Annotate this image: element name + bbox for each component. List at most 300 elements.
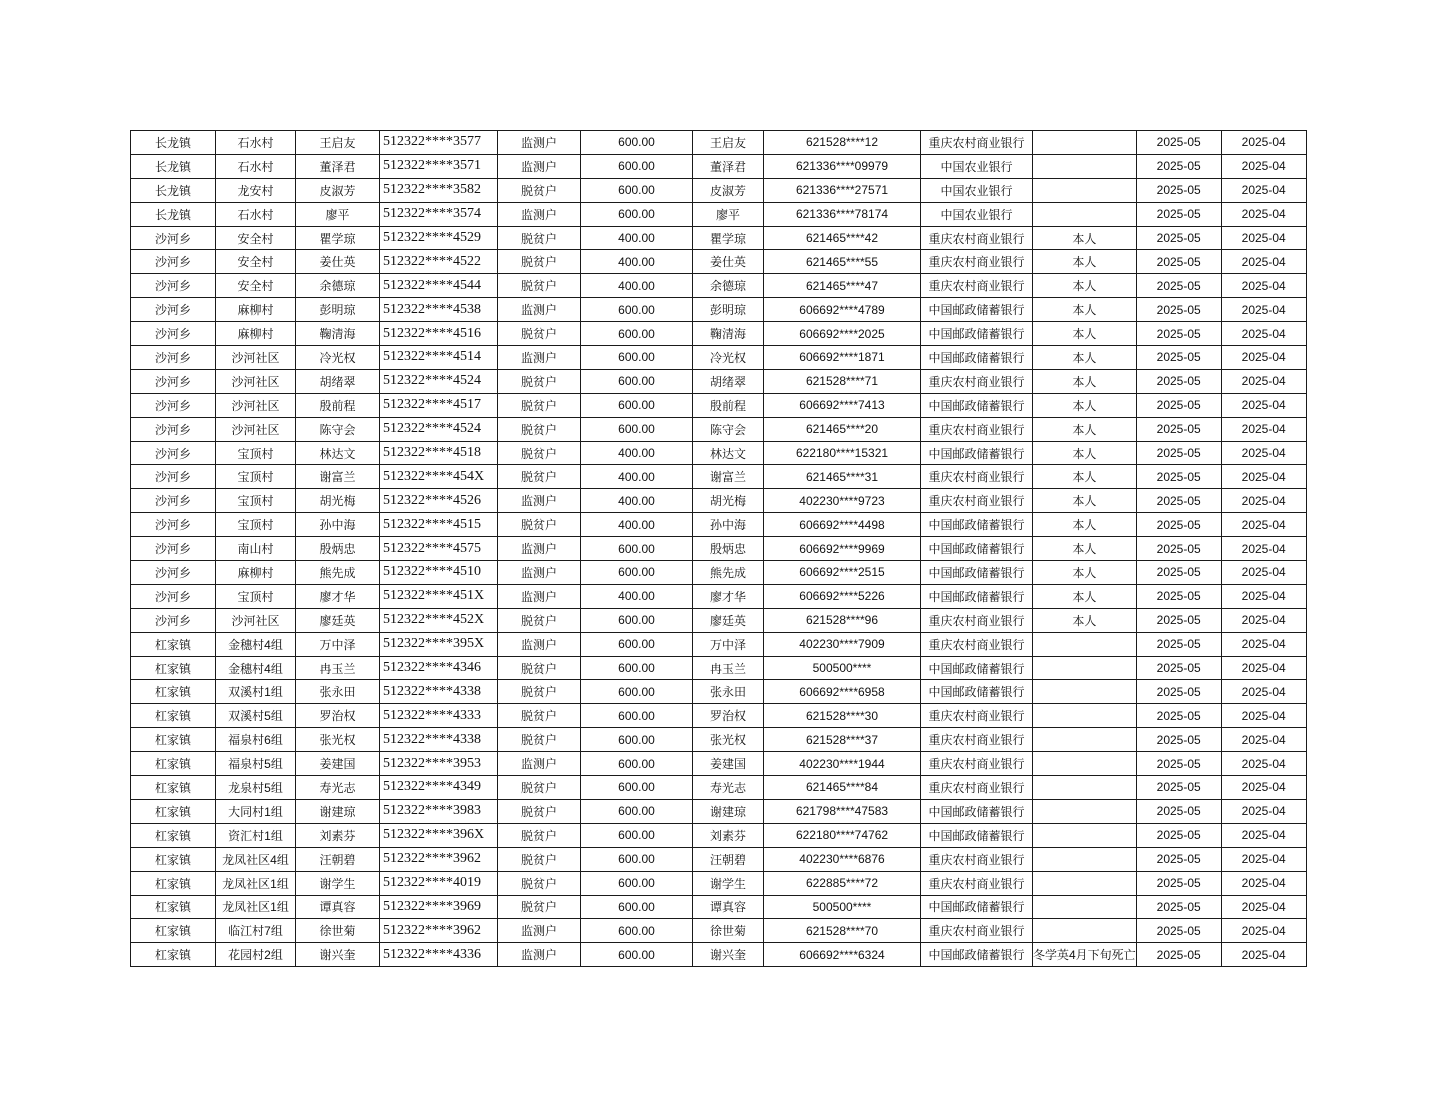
town-cell: 沙河乡 [131,250,216,274]
town-cell: 杠家镇 [131,632,216,656]
month-cell: 2025-05 [1136,513,1221,537]
household-type-cell: 脱贫户 [498,656,581,680]
month-cell: 2025-04 [1221,799,1306,823]
month-cell: 2025-04 [1221,202,1306,226]
month-cell: 2025-04 [1221,489,1306,513]
name-cell: 瞿学琼 [296,226,380,250]
account-number-cell: 606692****4789 [764,298,921,322]
amount-cell: 400.00 [581,513,693,537]
household-type-cell: 脱贫户 [498,441,581,465]
household-type-cell: 脱贫户 [498,728,581,752]
amount-cell: 600.00 [581,823,693,847]
bank-cell: 重庆农村商业银行 [921,489,1033,513]
month-cell: 2025-04 [1221,298,1306,322]
household-type-cell: 脱贫户 [498,608,581,632]
town-cell: 沙河乡 [131,584,216,608]
town-cell: 杠家镇 [131,847,216,871]
account-number-cell: 606692****5226 [764,584,921,608]
name-cell: 余德琼 [296,274,380,298]
amount-cell: 600.00 [581,919,693,943]
name-cell: 姜建国 [296,752,380,776]
account-number-cell: 622180****15321 [764,441,921,465]
month-cell: 2025-05 [1136,322,1221,346]
account-number-cell: 621465****31 [764,465,921,489]
name-cell: 万中泽 [296,632,380,656]
bank-cell: 中国邮政储蓄银行 [921,346,1033,370]
month-cell: 2025-04 [1221,465,1306,489]
village-cell: 宝顶村 [216,513,296,537]
town-cell: 沙河乡 [131,298,216,322]
village-cell: 沙河社区 [216,417,296,441]
table-row [131,131,1307,155]
amount-cell: 600.00 [581,298,693,322]
month-cell: 2025-05 [1136,919,1221,943]
account-number-cell: 606692****9969 [764,537,921,561]
amount-cell: 600.00 [581,847,693,871]
bank-cell: 中国邮政储蓄银行 [921,537,1033,561]
name-cell: 林达文 [296,441,380,465]
amount-cell: 400.00 [581,274,693,298]
note-cell: 本人 [1033,489,1137,513]
table-row [131,919,1307,943]
account-number-cell: 621528****30 [764,704,921,728]
month-cell: 2025-04 [1221,154,1306,178]
town-cell: 沙河乡 [131,489,216,513]
table-row [131,847,1307,871]
amount-cell: 600.00 [581,752,693,776]
bank-cell: 中国农业银行 [921,154,1033,178]
account-number-cell: 621528****37 [764,728,921,752]
id-number-cell: 512322****4019 [380,871,498,895]
name-cell: 罗治权 [296,704,380,728]
amount-cell: 600.00 [581,943,693,967]
month-cell: 2025-04 [1221,537,1306,561]
month-cell: 2025-05 [1136,417,1221,441]
village-cell: 南山村 [216,537,296,561]
month-cell: 2025-04 [1221,226,1306,250]
town-cell: 长龙镇 [131,178,216,202]
month-cell: 2025-05 [1136,202,1221,226]
amount-cell: 600.00 [581,202,693,226]
account-number-cell: 621336****09979 [764,154,921,178]
note-cell [1033,131,1137,155]
village-cell: 资汇村1组 [216,823,296,847]
month-cell: 2025-05 [1136,465,1221,489]
town-cell: 沙河乡 [131,537,216,561]
account-number-cell: 500500**** [764,895,921,919]
table-row [131,417,1307,441]
village-cell: 石水村 [216,131,296,155]
note-cell: 本人 [1033,608,1137,632]
note-cell: 本人 [1033,346,1137,370]
month-cell: 2025-04 [1221,393,1306,417]
name-cell: 寿光志 [296,776,380,800]
month-cell: 2025-04 [1221,322,1306,346]
id-number-cell: 512322****3962 [380,919,498,943]
table-row [131,776,1307,800]
month-cell: 2025-04 [1221,943,1306,967]
month-cell: 2025-05 [1136,871,1221,895]
bank-cell: 重庆农村商业银行 [921,131,1033,155]
payee-cell: 鞠清海 [693,322,764,346]
village-cell: 龙泉村5组 [216,776,296,800]
payee-cell: 殷前程 [693,393,764,417]
month-cell: 2025-05 [1136,369,1221,393]
town-cell: 沙河乡 [131,561,216,585]
village-cell: 花园村2组 [216,943,296,967]
month-cell: 2025-04 [1221,369,1306,393]
account-number-cell: 500500**** [764,656,921,680]
month-cell: 2025-04 [1221,632,1306,656]
month-cell: 2025-05 [1136,728,1221,752]
payee-cell: 谭真容 [693,895,764,919]
table-row [131,202,1307,226]
amount-cell: 600.00 [581,561,693,585]
bank-cell: 重庆农村商业银行 [921,369,1033,393]
table-row [131,752,1307,776]
household-type-cell: 脱贫户 [498,226,581,250]
payee-cell: 孙中海 [693,513,764,537]
payee-cell: 胡绪翠 [693,369,764,393]
note-cell [1033,847,1137,871]
id-number-cell: 512322****4349 [380,776,498,800]
payee-cell: 殷炳忠 [693,537,764,561]
month-cell: 2025-04 [1221,704,1306,728]
village-cell: 沙河社区 [216,608,296,632]
payee-cell: 罗治权 [693,704,764,728]
bank-cell: 重庆农村商业银行 [921,417,1033,441]
name-cell: 谢兴奎 [296,943,380,967]
town-cell: 长龙镇 [131,131,216,155]
village-cell: 龙凤社区1组 [216,871,296,895]
bank-cell: 中国邮政储蓄银行 [921,298,1033,322]
payee-cell: 廖才华 [693,584,764,608]
name-cell: 皮淑芳 [296,178,380,202]
account-number-cell: 621798****47583 [764,799,921,823]
id-number-cell: 512322****4336 [380,943,498,967]
town-cell: 沙河乡 [131,369,216,393]
id-number-cell: 512322****4333 [380,704,498,728]
account-number-cell: 621528****71 [764,369,921,393]
town-cell: 杠家镇 [131,776,216,800]
note-cell [1033,154,1137,178]
name-cell: 谢富兰 [296,465,380,489]
note-cell: 本人 [1033,250,1137,274]
town-cell: 杠家镇 [131,823,216,847]
town-cell: 沙河乡 [131,465,216,489]
account-number-cell: 621465****55 [764,250,921,274]
amount-cell: 400.00 [581,250,693,274]
household-type-cell: 脱贫户 [498,704,581,728]
name-cell: 汪朝碧 [296,847,380,871]
amount-cell: 600.00 [581,537,693,561]
household-type-cell: 监测户 [498,632,581,656]
bank-cell: 中国邮政储蓄银行 [921,656,1033,680]
note-cell: 本人 [1033,465,1137,489]
id-number-cell: 512322****4544 [380,274,498,298]
name-cell: 刘素芬 [296,823,380,847]
account-number-cell: 606692****4498 [764,513,921,537]
household-type-cell: 脱贫户 [498,465,581,489]
table-row [131,608,1307,632]
town-cell: 杠家镇 [131,943,216,967]
amount-cell: 600.00 [581,322,693,346]
bank-cell: 中国邮政储蓄银行 [921,895,1033,919]
village-cell: 福泉村5组 [216,752,296,776]
name-cell: 鞠清海 [296,322,380,346]
name-cell: 廖平 [296,202,380,226]
table-row [131,728,1307,752]
id-number-cell: 512322****4522 [380,250,498,274]
name-cell: 彭明琼 [296,298,380,322]
id-number-cell: 512322****4346 [380,656,498,680]
household-type-cell: 脱贫户 [498,274,581,298]
note-cell: 本人 [1033,322,1137,346]
town-cell: 杠家镇 [131,656,216,680]
town-cell: 沙河乡 [131,322,216,346]
table-row [131,489,1307,513]
payee-cell: 寿光志 [693,776,764,800]
amount-cell: 600.00 [581,178,693,202]
table-row [131,441,1307,465]
name-cell: 廖廷英 [296,608,380,632]
account-number-cell: 621465****84 [764,776,921,800]
table-row [131,680,1307,704]
table-row [131,871,1307,895]
note-cell [1033,776,1137,800]
village-cell: 麻柳村 [216,322,296,346]
table-row [131,656,1307,680]
amount-cell: 600.00 [581,608,693,632]
amount-cell: 600.00 [581,131,693,155]
village-cell: 龙凤社区1组 [216,895,296,919]
village-cell: 龙安村 [216,178,296,202]
id-number-cell: 512322****4517 [380,393,498,417]
account-number-cell: 621465****42 [764,226,921,250]
id-number-cell: 512322****4510 [380,561,498,585]
note-cell [1033,799,1137,823]
month-cell: 2025-04 [1221,728,1306,752]
bank-cell: 中国邮政储蓄银行 [921,943,1033,967]
month-cell: 2025-05 [1136,154,1221,178]
month-cell: 2025-04 [1221,250,1306,274]
village-cell: 沙河社区 [216,346,296,370]
household-type-cell: 脱贫户 [498,895,581,919]
month-cell: 2025-04 [1221,776,1306,800]
name-cell: 王启友 [296,131,380,155]
table-row [131,513,1307,537]
payee-cell: 彭明琼 [693,298,764,322]
table-row [131,561,1307,585]
table-row [131,250,1307,274]
amount-cell: 600.00 [581,895,693,919]
bank-cell: 重庆农村商业银行 [921,632,1033,656]
name-cell: 陈守会 [296,417,380,441]
town-cell: 杠家镇 [131,919,216,943]
month-cell: 2025-05 [1136,298,1221,322]
village-cell: 双溪村1组 [216,680,296,704]
month-cell: 2025-05 [1136,250,1221,274]
payee-cell: 刘素芬 [693,823,764,847]
id-number-cell: 512322****4514 [380,346,498,370]
payee-cell: 廖平 [693,202,764,226]
month-cell: 2025-05 [1136,226,1221,250]
month-cell: 2025-05 [1136,274,1221,298]
month-cell: 2025-05 [1136,393,1221,417]
household-type-cell: 监测户 [498,298,581,322]
household-type-cell: 脱贫户 [498,680,581,704]
table-row [131,895,1307,919]
amount-cell: 600.00 [581,728,693,752]
table-row [131,154,1307,178]
note-cell: 本人 [1033,561,1137,585]
table-row [131,537,1307,561]
month-cell: 2025-04 [1221,513,1306,537]
payee-cell: 胡光梅 [693,489,764,513]
town-cell: 沙河乡 [131,393,216,417]
bank-cell: 中国邮政储蓄银行 [921,823,1033,847]
payee-cell: 万中泽 [693,632,764,656]
bank-cell: 重庆农村商业银行 [921,847,1033,871]
payee-cell: 董泽君 [693,154,764,178]
month-cell: 2025-05 [1136,680,1221,704]
note-cell: 本人 [1033,584,1137,608]
household-type-cell: 脱贫户 [498,871,581,895]
note-cell [1033,704,1137,728]
month-cell: 2025-04 [1221,752,1306,776]
payee-cell: 张光权 [693,728,764,752]
payee-cell: 余德琼 [693,274,764,298]
payee-cell: 姜建国 [693,752,764,776]
payee-cell: 冷光权 [693,346,764,370]
account-number-cell: 606692****1871 [764,346,921,370]
month-cell: 2025-04 [1221,919,1306,943]
id-number-cell: 512322****4338 [380,728,498,752]
id-number-cell: 512322****3969 [380,895,498,919]
id-number-cell: 512322****4526 [380,489,498,513]
amount-cell: 600.00 [581,776,693,800]
table-row [131,393,1307,417]
name-cell: 殷前程 [296,393,380,417]
id-number-cell: 512322****451X [380,584,498,608]
village-cell: 宝顶村 [216,441,296,465]
name-cell: 廖才华 [296,584,380,608]
household-type-cell: 监测户 [498,919,581,943]
month-cell: 2025-05 [1136,561,1221,585]
payee-cell: 张永田 [693,680,764,704]
month-cell: 2025-05 [1136,799,1221,823]
month-cell: 2025-04 [1221,584,1306,608]
name-cell: 谢建琼 [296,799,380,823]
id-number-cell: 512322****4538 [380,298,498,322]
note-cell [1033,728,1137,752]
name-cell: 熊先成 [296,561,380,585]
name-cell: 张光权 [296,728,380,752]
village-cell: 宝顶村 [216,489,296,513]
amount-cell: 600.00 [581,871,693,895]
name-cell: 谭真容 [296,895,380,919]
amount-cell: 600.00 [581,704,693,728]
account-number-cell: 621528****70 [764,919,921,943]
id-number-cell: 512322****3577 [380,131,498,155]
village-cell: 龙凤社区4组 [216,847,296,871]
id-number-cell: 512322****4529 [380,226,498,250]
note-cell [1033,919,1137,943]
village-cell: 大同村1组 [216,799,296,823]
account-number-cell: 621336****27571 [764,178,921,202]
table-row [131,369,1307,393]
name-cell: 姜仕英 [296,250,380,274]
id-number-cell: 512322****3582 [380,178,498,202]
note-cell: 本人 [1033,393,1137,417]
bank-cell: 重庆农村商业银行 [921,728,1033,752]
village-cell: 沙河社区 [216,393,296,417]
note-cell [1033,680,1137,704]
table-row [131,465,1307,489]
town-cell: 杠家镇 [131,704,216,728]
account-number-cell: 402230****6876 [764,847,921,871]
id-number-cell: 512322****4524 [380,369,498,393]
note-cell [1033,178,1137,202]
month-cell: 2025-04 [1221,274,1306,298]
month-cell: 2025-04 [1221,417,1306,441]
month-cell: 2025-05 [1136,943,1221,967]
month-cell: 2025-04 [1221,847,1306,871]
bank-cell: 重庆农村商业银行 [921,250,1033,274]
month-cell: 2025-05 [1136,895,1221,919]
account-number-cell: 622885****72 [764,871,921,895]
month-cell: 2025-05 [1136,131,1221,155]
note-cell [1033,752,1137,776]
bank-cell: 中国邮政储蓄银行 [921,513,1033,537]
household-type-cell: 脱贫户 [498,776,581,800]
village-cell: 金穗村4组 [216,656,296,680]
amount-cell: 600.00 [581,346,693,370]
village-cell: 福泉村6组 [216,728,296,752]
id-number-cell: 512322****396X [380,823,498,847]
note-cell [1033,895,1137,919]
note-cell [1033,823,1137,847]
amount-cell: 400.00 [581,226,693,250]
month-cell: 2025-04 [1221,441,1306,465]
household-type-cell: 监测户 [498,346,581,370]
payee-cell: 熊先成 [693,561,764,585]
town-cell: 杠家镇 [131,752,216,776]
payment-table [130,130,1307,967]
name-cell: 冉玉兰 [296,656,380,680]
id-number-cell: 512322****3953 [380,752,498,776]
household-type-cell: 监测户 [498,202,581,226]
village-cell: 石水村 [216,202,296,226]
bank-cell: 中国邮政储蓄银行 [921,322,1033,346]
payee-cell: 陈守会 [693,417,764,441]
bank-cell: 重庆农村商业银行 [921,704,1033,728]
month-cell: 2025-04 [1221,871,1306,895]
household-type-cell: 脱贫户 [498,799,581,823]
month-cell: 2025-05 [1136,847,1221,871]
payee-cell: 谢富兰 [693,465,764,489]
note-cell [1033,871,1137,895]
table-row [131,226,1307,250]
note-cell: 本人 [1033,298,1137,322]
month-cell: 2025-05 [1136,537,1221,561]
town-cell: 长龙镇 [131,202,216,226]
amount-cell: 600.00 [581,680,693,704]
household-type-cell: 监测户 [498,752,581,776]
table-row [131,823,1307,847]
village-cell: 安全村 [216,226,296,250]
note-cell: 本人 [1033,274,1137,298]
